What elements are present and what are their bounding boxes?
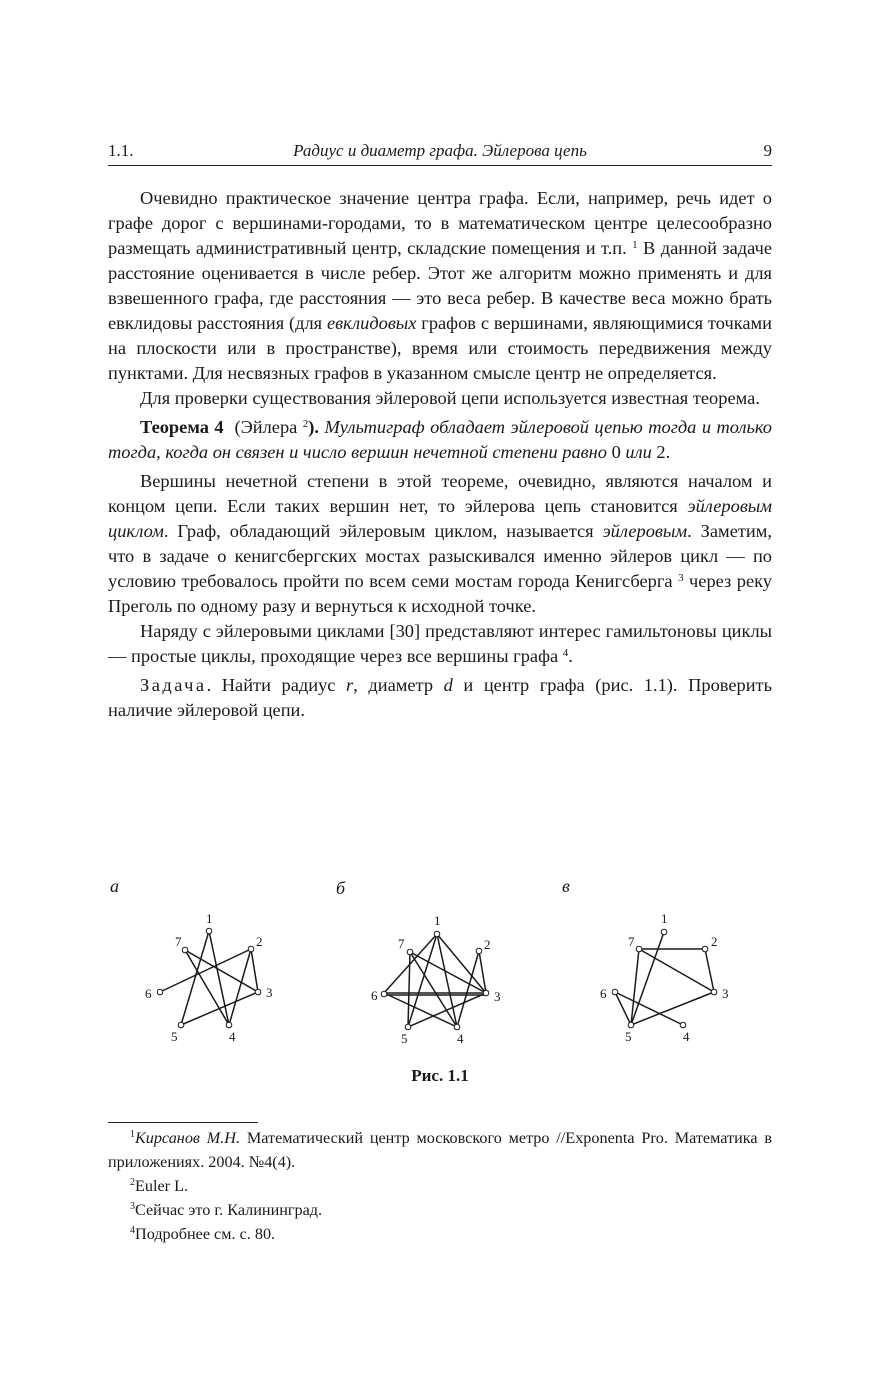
p3-text3: . Заметим, что в задаче о кенигсбергских мостах разыскивался именно эйлеров цикл — по условию требовалось пройти по всем семи мостам города Кенигсберга (108, 521, 772, 591)
vertex-v-1 (661, 929, 667, 935)
task-text3: и центр графа (рис. 1.1). Проверить наличие эйлеровой цепи. (108, 675, 772, 720)
p3-em1: эйлеровым циклом (108, 496, 772, 541)
vertex-v-2 (702, 946, 708, 952)
footnote-1-mark: 1 (130, 1129, 135, 1140)
label-b-6: 6 (371, 988, 378, 1003)
edge-b-1-6 (384, 934, 437, 993)
vertex-a-6 (157, 989, 163, 995)
p3-text4: через реку Преголь по одному разу и вернуться к исходной точке. (108, 571, 772, 616)
theorem-or: или (625, 442, 652, 462)
label-v-3: 3 (722, 986, 729, 1001)
vertex-v-4 (680, 1022, 686, 1028)
label-b-1: 1 (434, 913, 441, 928)
footnote-3 (108, 1198, 772, 1222)
label-a-7: 7 (175, 934, 182, 949)
vertex-a-7 (182, 947, 188, 953)
vertex-v-3 (711, 989, 717, 995)
footnote-2 (108, 1174, 772, 1198)
p1-text: Очевидно практическое значение центра графа. Если, например, речь идет о графе дорог с вершинами-городами, то в математическом центре целесообразно размещать административный центр, складские помещения и т.п. (108, 188, 772, 258)
vertex-b-1 (434, 931, 440, 937)
footnote-divider (108, 1122, 258, 1123)
page-number: 9 (763, 141, 772, 160)
footnote-4-text: Подробнее см. с. 80. (135, 1225, 276, 1243)
label-b-4: 4 (457, 1031, 464, 1046)
label-b-3: 3 (494, 989, 501, 1004)
p3-em2: эйлеровым (602, 521, 688, 541)
footnote-3-text: Сейчас это г. Калининград. (135, 1201, 323, 1219)
edge-b-7-5 (408, 952, 410, 1027)
edge-b-1-5 (408, 934, 437, 1027)
paragraph-2: Для проверки существования эйлеровой цепи используется известная теорема. (140, 388, 760, 408)
var-d: d (443, 675, 453, 695)
label-v-5: 5 (625, 1029, 632, 1044)
edge-a-7-3 (185, 950, 258, 992)
footnote-1 (108, 1126, 772, 1174)
vertex-a-5 (178, 1022, 184, 1028)
label-a-5: 5 (171, 1029, 178, 1044)
task-text1: . Найти радиус (206, 675, 347, 695)
edge-b-1-3 (437, 934, 486, 993)
label-b-2: 2 (484, 937, 491, 952)
label-v-7: 7 (628, 934, 635, 949)
footnote-1-text: Математический центр московского метро //Exponenta Pro. Математика в приложениях. 2004. №4(4). (108, 1129, 773, 1171)
p4-text: Наряду с эйлеровыми циклами [30] представляют интерес гамильтоновы циклы — простые циклы, проходящие через все вершины графа (108, 621, 772, 666)
theorem-label: Теорема 4 (140, 417, 224, 437)
p1-text3: графов с вершинами, являющимися точками на плоскости или в пространстве), время или стоимость передвижения между пунктами. Для несвязных графов в указанном смысле центр не определяется. (108, 313, 772, 383)
vertex-a-4 (226, 1022, 232, 1028)
label-a-2: 2 (256, 934, 263, 949)
theorem-two: 2. (656, 442, 671, 462)
vertex-a-2 (248, 946, 254, 952)
task-word: Задача (140, 675, 207, 695)
p1-text2: В данной задаче расстояние оценивается в числе ребер. Этот же алгоритм можно применять и для взвешенного графа, где расстояния — это веса ребер. В качестве веса можно брать евклидовы расстояния (для (108, 238, 772, 333)
vertex-b-2 (476, 948, 482, 954)
label-a-3: 3 (266, 985, 273, 1000)
edge-a-2-4 (229, 949, 251, 1025)
figure-label-a: а (110, 876, 119, 896)
vertex-b-6 (381, 991, 387, 997)
p4-end: . (568, 646, 573, 666)
vertex-a-3 (255, 989, 261, 995)
footnotes (108, 1126, 772, 1246)
p3-text1: Вершины нечетной степени в этой теореме, очевидно, являются началом и концом цепи. Если таких вершин нет, то эйлерова цепь становится (108, 471, 772, 516)
label-v-4: 4 (683, 1029, 690, 1044)
vertex-b-3 (483, 990, 489, 996)
vertex-b-4 (454, 1024, 460, 1030)
footnote-4-mark: 4 (130, 1225, 135, 1236)
footnote-2-mark: 2 (130, 1177, 135, 1188)
figure-caption: Рис. 1.1 (411, 1066, 469, 1085)
vertex-a-1 (206, 928, 212, 934)
section-number: 1.1. (108, 141, 134, 160)
label-a-1: 1 (206, 911, 213, 926)
footnote-ref-2: 2 (302, 418, 309, 430)
label-b-5: 5 (401, 1031, 408, 1046)
theorem-attr-post: ). (308, 417, 319, 437)
footnote-3-mark: 3 (130, 1201, 135, 1212)
edge-a-2-3 (251, 949, 258, 992)
label-v-2: 2 (711, 934, 718, 949)
running-title: Радиус и диаметр графа. Эйлерова цепь (293, 141, 587, 160)
theorem-zero: 0 (611, 442, 621, 462)
vertex-v-7 (636, 946, 642, 952)
vertex-v-5 (628, 1022, 634, 1028)
label-v-6: 6 (600, 986, 607, 1001)
label-v-1: 1 (661, 911, 668, 926)
edge-v-2-3 (705, 949, 714, 992)
var-r: r (346, 675, 354, 695)
footnote-ref-4: 4 (562, 647, 569, 659)
footnote-1-author: Кирсанов М.Н. (135, 1129, 241, 1147)
theorem-text: Мультиграф обладает эйлеровой цепью тогда и только тогда, когда он связен и число вершин нечетной степени равно (108, 417, 772, 462)
figure-label-b: б (336, 878, 346, 898)
label-a-4: 4 (229, 1029, 236, 1044)
edge-a-1-5 (181, 931, 209, 1025)
edge-a-3-5 (181, 992, 258, 1025)
p3-text2: . Граф, обладающий эйлеровым циклом, называется (163, 521, 603, 541)
label-a-6: 6 (145, 986, 152, 1001)
vertex-b-7 (407, 949, 413, 955)
vertex-v-6 (612, 989, 618, 995)
footnote-4 (108, 1222, 772, 1246)
label-b-7: 7 (398, 936, 405, 951)
footnote-2-text: Euler L. (135, 1177, 189, 1195)
footnote-ref-1: 1 (632, 239, 638, 251)
footnote-ref-3: 3 (678, 572, 684, 584)
task-text2: , диаметр (353, 675, 444, 695)
figure-label-v: в (562, 876, 570, 896)
theorem-attr-pre: (Эйлера (234, 417, 303, 437)
vertex-b-5 (405, 1024, 411, 1030)
p1-em: евклидовых (326, 313, 417, 333)
edge-v-6-5 (615, 992, 631, 1025)
